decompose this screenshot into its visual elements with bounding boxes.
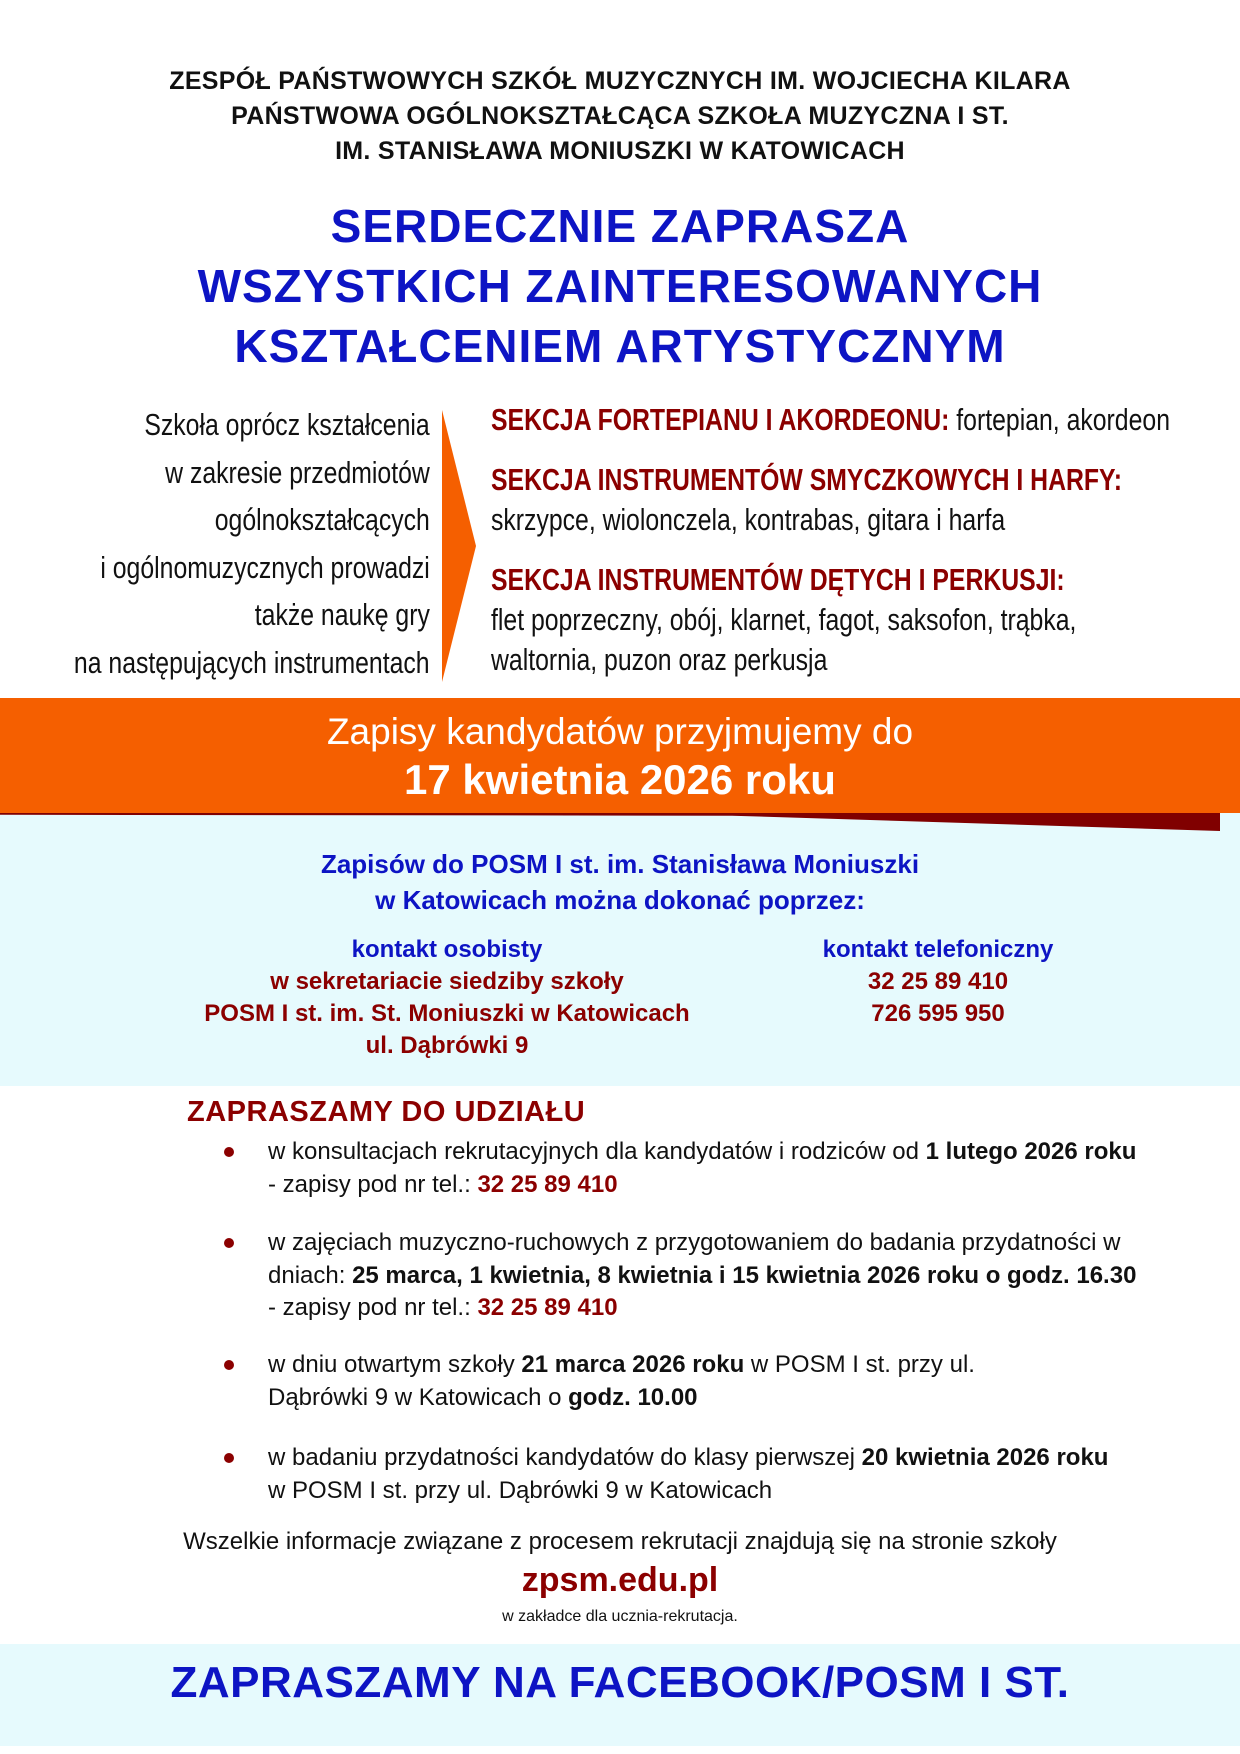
deadline-date: 17 kwietnia 2026 roku	[404, 756, 836, 803]
phone-number[interactable]: 32 25 89 410	[867, 968, 1009, 995]
header-line: PAŃSTWOWA OGÓLNOKSZTAŁCĄCA SZKOŁA MUZYCZNA I ST.	[231, 102, 1009, 130]
section-instruments: waltornia, puzon oraz perkusja	[491, 642, 828, 677]
text-fragment: 32 25 89 410	[477, 1294, 618, 1321]
section-title: SEKCJA INSTRUMENTÓW SMYCZKOWYCH I HARFY:	[491, 462, 1123, 497]
intro-line: na następujących instrumentach	[74, 645, 430, 680]
phone-contact-label: kontakt telefoniczny	[822, 936, 1054, 963]
deadline-text: Zapisy kandydatów przyjmujemy do	[326, 711, 914, 752]
headline-line: KSZTAŁCENIEM ARTYSTYCZNYM	[234, 320, 1006, 372]
text-fragment: w badaniu przydatności kandydatów do klasy pierwszej	[268, 1444, 862, 1471]
bullet-icon	[224, 1453, 234, 1463]
intro-line: Szkoła oprócz kształcenia	[144, 407, 430, 442]
intro-line: w zakresie przedmiotów	[165, 455, 430, 490]
enrollment-title-line: w Katowicach można dokonać poprzez:	[375, 885, 865, 915]
text-fragment: godz. 10.00	[568, 1383, 698, 1411]
header-line: ZESPÓŁ PAŃSTWOWYCH SZKÓŁ MUZYCZNYCH IM. WOJCIECHA KILARA	[169, 67, 1071, 95]
phone-number[interactable]: 726 595 950	[871, 1000, 1005, 1027]
deadline-banner	[0, 698, 1240, 813]
personal-contact-line: ul. Dąbrówki 9	[365, 1032, 529, 1059]
section-title: SEKCJA INSTRUMENTÓW DĘTYCH I PERKUSJI:	[491, 562, 1065, 597]
headline-line: SERDECZNIE ZAPRASZA	[330, 200, 910, 252]
footer-tab-note: w zakładce dla ucznia-rekrutacja.	[502, 1608, 738, 1625]
phone-contact	[788, 934, 1088, 1030]
section-instruments: skrzypce, wiolonczela, kontrabas, gitara i harfa	[491, 502, 1006, 537]
headline	[0, 196, 1240, 376]
personal-contact	[147, 934, 747, 1062]
text-fragment: w POSM I st. przy ul. Dąbrówki 9 w Katowicach o	[268, 1351, 975, 1411]
personal-contact-line: POSM I st. im. St. Moniuszki w Katowicach	[204, 1000, 690, 1027]
orange-arrow-divider	[440, 410, 480, 682]
invite-item	[268, 1442, 1128, 1507]
bullet-icon	[224, 1238, 234, 1248]
text-fragment: 25 marca, 1 kwietnia, 8 kwietnia i 15 kwietnia 2026 roku o godz. 16.30	[352, 1261, 1137, 1289]
enrollment-title	[0, 846, 1240, 918]
text-fragment: 20 kwietnia 2026 roku	[861, 1444, 1109, 1471]
intro-line: ogólnokształcących	[214, 502, 430, 537]
invite-item	[268, 1227, 1148, 1325]
facebook-invite[interactable]: ZAPRASZAMY NA FACEBOOK/POSM I ST.	[170, 1658, 1070, 1707]
text-fragment: w zajęciach muzyczno-ruchowych z przygotowaniem do badania przydatności w dniach:	[268, 1229, 1121, 1289]
invite-item	[268, 1136, 1148, 1201]
intro-line: i ogólnomuzycznych prowadzi	[100, 550, 430, 585]
invite-item	[268, 1349, 988, 1414]
text-fragment: w POSM I st. przy ul. Dąbrówki 9 w Katowicach	[268, 1476, 773, 1504]
headline-line: WSZYSTKICH ZAINTERESOWANYCH	[197, 260, 1043, 312]
enrollment-title-line: Zapisów do POSM I st. im. Stanisława Moniuszki	[320, 849, 920, 879]
section-title: SEKCJA FORTEPIANU I AKORDEONU:	[491, 402, 950, 437]
footer-info: Wszelkie informacje związane z procesem rekrutacji znajdują się na stronie szkoły	[183, 1528, 1057, 1555]
text-fragment: 1 lutego 2026 roku	[925, 1138, 1137, 1165]
intro-line: także naukę gry	[254, 597, 430, 632]
text-fragment: - zapisy pod nr tel.:	[268, 1170, 478, 1198]
section-instruments: fortepian, akordeon	[956, 402, 1170, 437]
text-fragment: - zapisy pod nr tel.:	[268, 1294, 478, 1321]
header-line: IM. STANISŁAWA MONIUSZKI W KATOWICACH	[335, 137, 905, 165]
personal-contact-line: w sekretariacie siedziby szkoły	[270, 968, 624, 995]
website-link[interactable]: zpsm.edu.pl	[521, 1561, 719, 1599]
section-instruments: flet poprzeczny, obój, klarnet, fagot, saksofon, trąbka,	[491, 602, 1077, 637]
personal-contact-label: kontakt osobisty	[351, 936, 543, 963]
text-fragment: w dniu otwartym szkoły	[268, 1351, 522, 1378]
text-fragment: w konsultacjach rekrutacyjnych dla kandydatów i rodziców od	[268, 1138, 926, 1165]
school-header	[0, 64, 1240, 169]
bullet-icon	[224, 1360, 234, 1370]
bullet-icon	[224, 1147, 234, 1157]
text-fragment: 32 25 89 410	[477, 1170, 618, 1198]
invite-title: ZAPRASZAMY DO UDZIAŁU	[187, 1096, 586, 1128]
text-fragment: 21 marca 2026 roku	[521, 1351, 745, 1378]
